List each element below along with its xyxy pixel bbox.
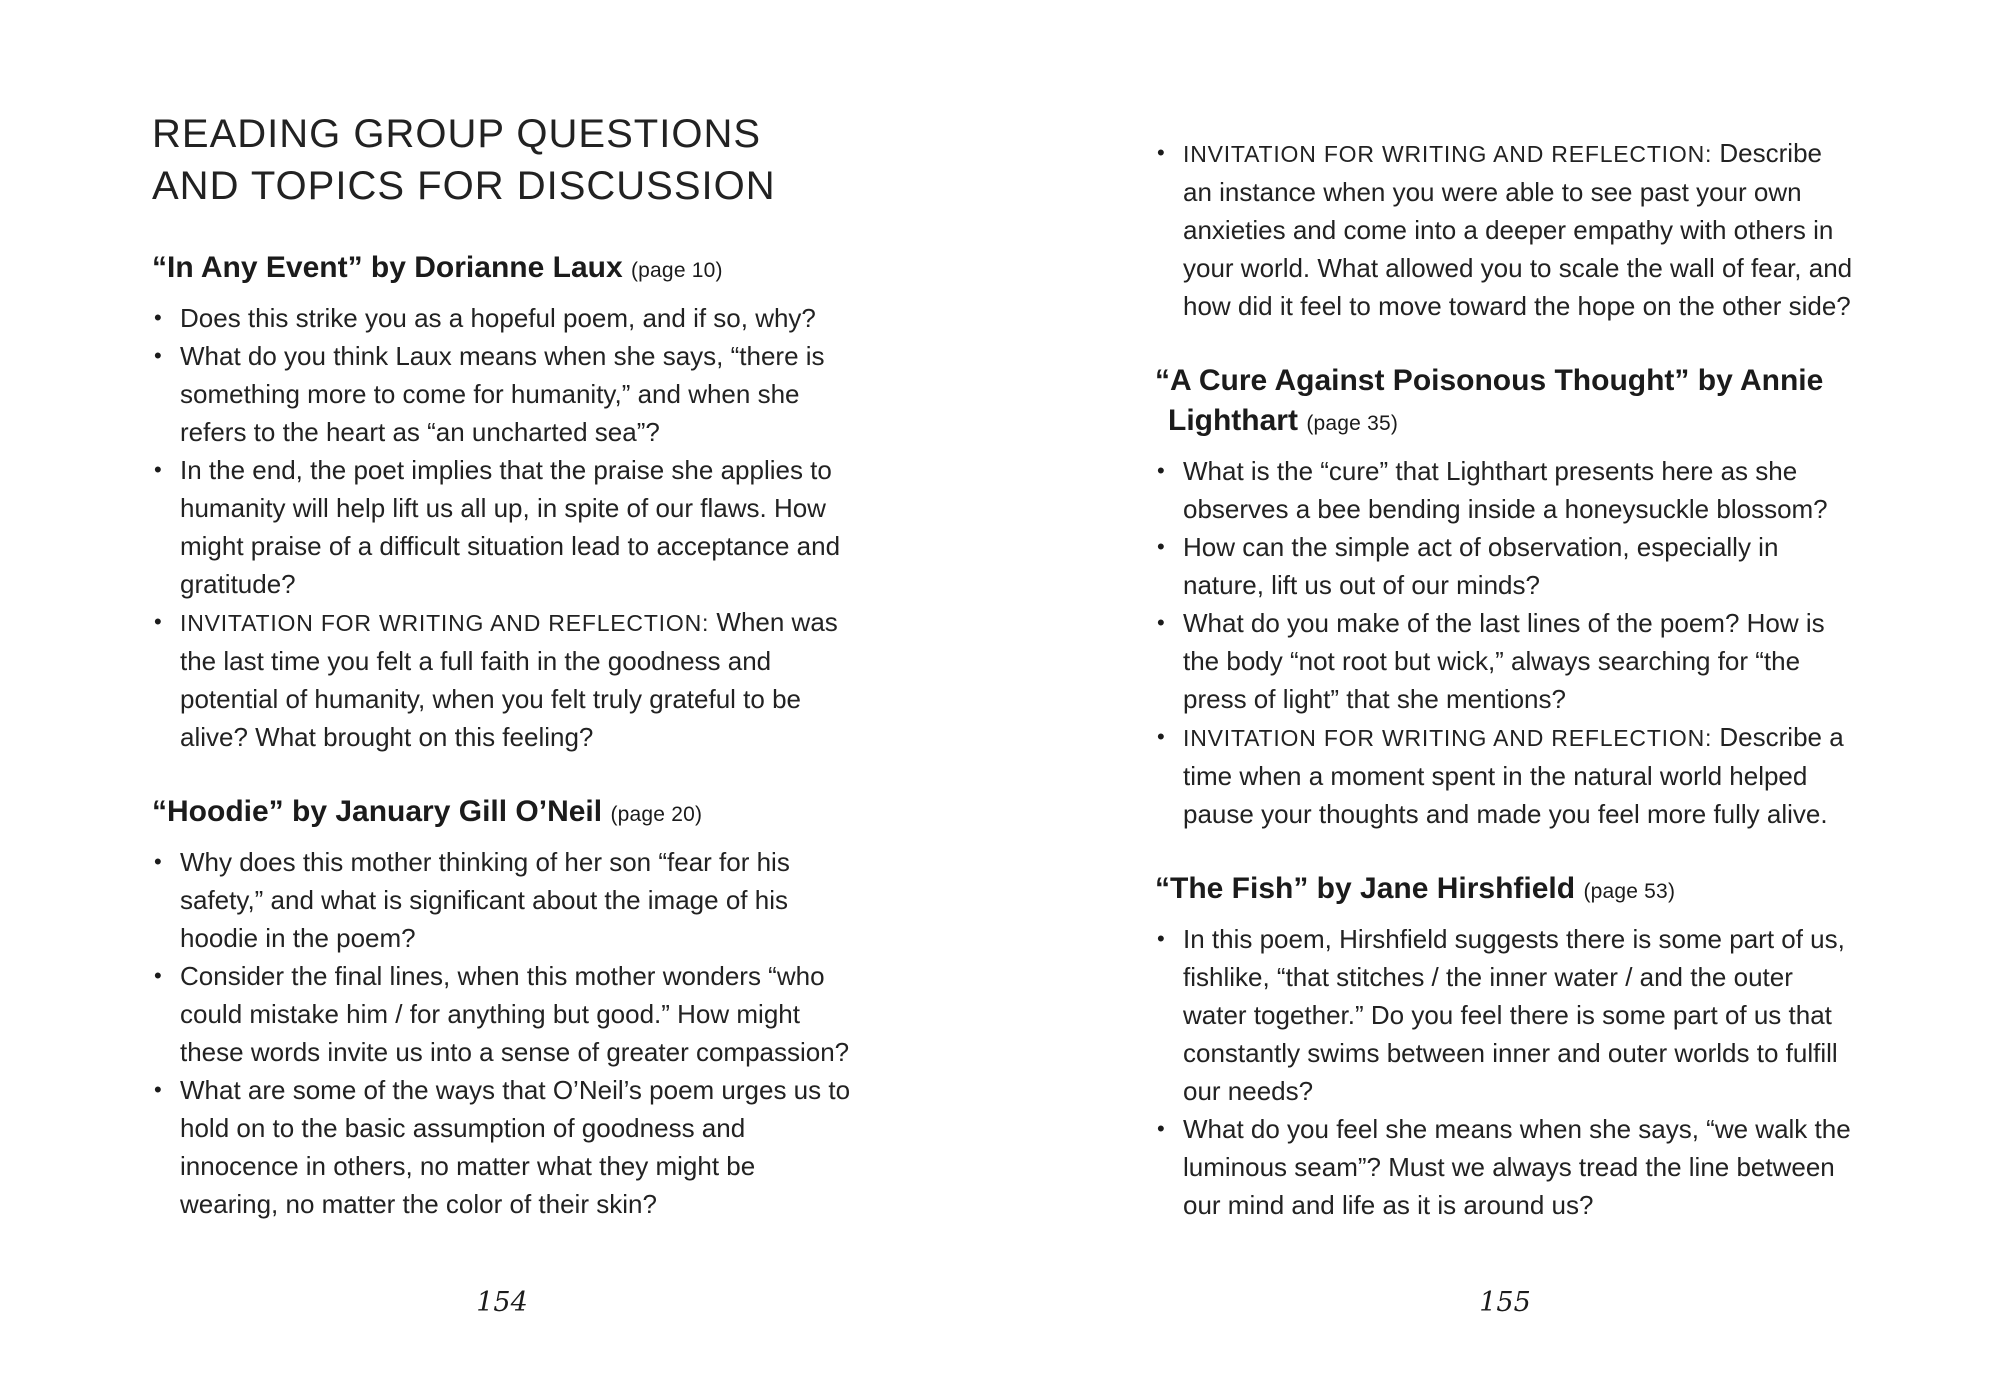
section-page-ref: (page 20) [610, 803, 703, 826]
question-item [152, 1071, 852, 1223]
question-text: In this poem, Hirshfield suggests there is some part of us, fishlike, “that stitches / the inner water / and the outer water together.” Do you feel there is some part of us that constantly swims between inner and outer worlds to fulfill our needs? [1183, 924, 1845, 1106]
question-list [152, 843, 852, 1223]
right-sections [1155, 361, 1855, 1224]
question-text: Describe a time when a moment spent in the natural world helped pause your thoughts and made you feel more fully alive. [1183, 722, 1844, 829]
section-heading [1155, 869, 1855, 912]
question-item [1155, 604, 1855, 718]
question-item [152, 843, 852, 957]
section-page-ref: (page 10) [630, 259, 723, 282]
page-title-line-2: AND TOPICS FOR DISCUSSION [152, 164, 776, 208]
question-item [1155, 920, 1855, 1110]
question-text: When was the last time you felt a full faith in the goodness and potential of humanity, when you felt truly grateful to be alive? What brought on this feeling? [180, 607, 838, 752]
section-page-ref: (page 53) [1583, 880, 1676, 903]
question-list [1155, 134, 1855, 325]
section-heading [1155, 361, 1855, 444]
question-text: How can the simple act of observation, especially in nature, lift us out of our minds? [1183, 532, 1779, 600]
section-page-ref: (page 35) [1306, 412, 1399, 435]
question-item [1155, 134, 1855, 325]
question-item [1155, 528, 1855, 604]
question-list [1155, 452, 1855, 833]
section-heading-title: “In Any Event” by Dorianne Laux [152, 251, 623, 284]
question-text: What do you make of the last lines of the poem? How is the body “not root but wick,” always searching for “the press of light” that she mentions? [1183, 608, 1825, 714]
invitation-lead: INVITATION FOR WRITING AND REFLECTION: [1183, 725, 1713, 751]
question-text: Does this strike you as a hopeful poem, and if so, why? [180, 303, 816, 333]
question-text: Consider the final lines, when this mother wonders “who could mistake him / for anything but good.” How might these words invite us into a sense of greater compassion? [180, 961, 850, 1067]
invitation-lead: INVITATION FOR WRITING AND REFLECTION: [180, 610, 710, 636]
question-text: Describe an instance when you were able to see past your own anxieties and come into a deeper empathy with others in your world. What allowed you to scale the wall of fear, and how did it feel to move toward the hope on the other side? [1183, 138, 1853, 321]
question-text: What do you feel she means when she says, “we walk the luminous seam”? Must we always tread the line between our mind and life as it is around us? [1183, 1114, 1851, 1220]
question-text: Why does this mother thinking of her son “fear for his safety,” and what is significant about the image of his hoodie in the poem? [180, 847, 790, 953]
question-list [152, 299, 852, 756]
page-left-column [152, 108, 852, 1223]
section-heading [152, 792, 852, 835]
page-right-column [1155, 134, 1855, 1224]
page-title-line-1: READING GROUP QUESTIONS [152, 112, 762, 156]
question-item [152, 603, 852, 756]
question-list [1155, 920, 1855, 1224]
question-item [152, 957, 852, 1071]
question-item [152, 451, 852, 603]
question-text: What do you think Laux means when she says, “there is something more to come for humanity,” and when she refers to the heart as “an uncharted sea”? [180, 341, 825, 447]
question-item [1155, 1110, 1855, 1224]
page-title [152, 108, 852, 212]
left-sections [152, 248, 852, 1223]
question-item [1155, 452, 1855, 528]
question-item [1155, 718, 1855, 833]
question-item [152, 337, 852, 451]
question-item [152, 299, 852, 337]
invitation-lead: INVITATION FOR WRITING AND REFLECTION: [1183, 141, 1713, 167]
right-lead-bullets [1155, 134, 1855, 325]
section-heading-title: “Hoodie” by January Gill O’Neil [152, 795, 603, 828]
section-heading-title: “The Fish” by Jane Hirshfield [1155, 872, 1576, 905]
section-heading [152, 248, 852, 291]
section-heading-title: “A Cure Against Poisonous Thought” by Annie Lighthart [1155, 364, 1824, 437]
question-text: What is the “cure” that Lighthart presents here as she observes a bee bending inside a honeysuckle blossom? [1183, 456, 1828, 524]
question-text: In the end, the poet implies that the praise she applies to humanity will help lift us all up, in spite of our flaws. How might praise of a difficult situation lead to acceptance and gratitude? [180, 455, 841, 599]
question-text: What are some of the ways that O’Neil’s poem urges us to hold on to the basic assumption of goodness and innocence in others, no matter what they might be wearing, no matter the color of their skin? [180, 1075, 851, 1219]
page-number-left: 154 [476, 1287, 528, 1318]
page-number-right: 155 [1479, 1287, 1531, 1318]
